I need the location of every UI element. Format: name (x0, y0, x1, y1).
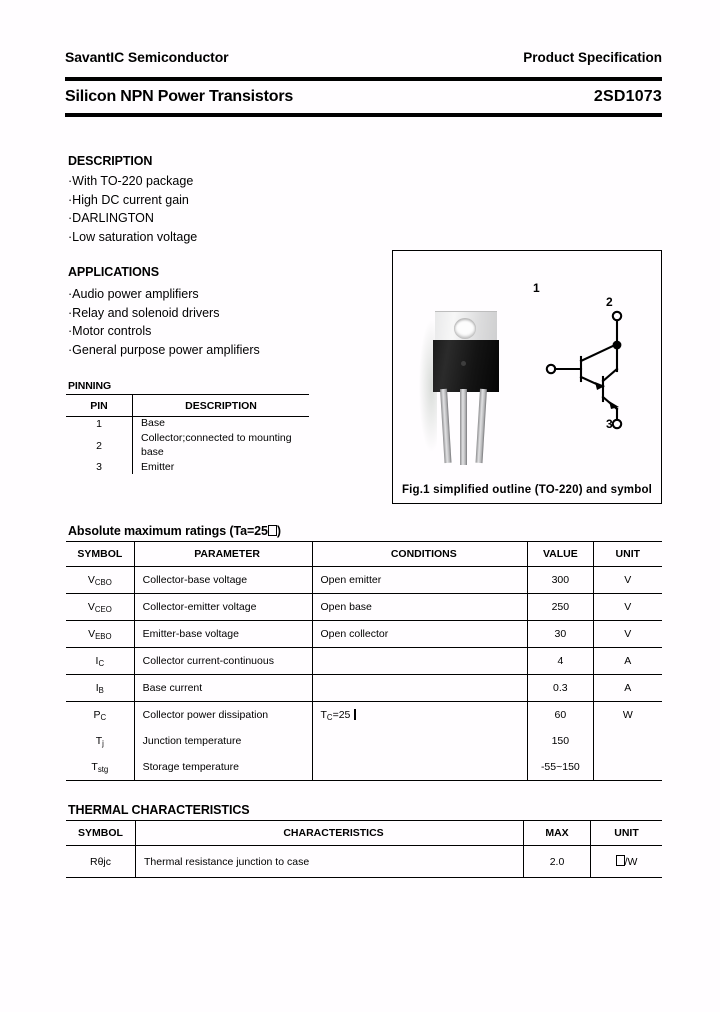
table-row (66, 846, 662, 878)
celsius-missing-glyph-icon (268, 525, 277, 536)
rating-symbol (66, 567, 134, 594)
table-row (66, 648, 662, 675)
table-row (66, 754, 662, 781)
symbol-subscript: EBO (95, 632, 112, 641)
symbol-pin-1-label: 1 (533, 281, 540, 295)
rating-symbol (66, 594, 134, 621)
symbol-base: T (91, 761, 98, 773)
pin-number: 1 (66, 417, 133, 431)
header-divider-top (65, 77, 662, 81)
symbol-base: V (87, 574, 95, 586)
rating-symbol (66, 675, 134, 702)
rating-conditions: Open emitter (312, 567, 528, 594)
symbol-base: V (88, 628, 96, 640)
rating-unit: A (593, 648, 662, 675)
table-row (66, 675, 662, 702)
rating-value: 300 (528, 567, 593, 594)
symbol-base: T (95, 735, 103, 747)
applications-list (68, 285, 260, 359)
rating-unit: V (593, 567, 662, 594)
q2-emitter-arrow (609, 401, 619, 409)
column-header-unit: UNIT (593, 542, 662, 567)
page-header (65, 49, 662, 65)
transistor-schematic (533, 281, 643, 451)
symbol-subscript: C (98, 659, 105, 668)
rating-parameter: Collector power dissipation (134, 702, 312, 729)
pin-number: 3 (66, 461, 133, 475)
rating-conditions (312, 702, 528, 729)
title-row (65, 88, 662, 106)
table-row (66, 461, 309, 475)
list-item: ·DARLINGTON (68, 211, 154, 225)
tc-subscript: C (326, 713, 333, 722)
rating-symbol (66, 728, 134, 754)
rating-unit (593, 728, 662, 754)
pin-number: 2 (66, 431, 133, 461)
rating-conditions (312, 728, 528, 754)
rating-conditions (312, 675, 528, 702)
page-title: Silicon NPN Power Transistors (65, 88, 294, 105)
symbol-base: I (95, 655, 99, 667)
rating-symbol (66, 648, 134, 675)
header-divider-bottom (65, 113, 662, 117)
rating-value: -55~150 (528, 754, 593, 781)
thermal-characteristics-table (66, 820, 662, 878)
symbol-subscript: C (100, 713, 107, 722)
symbol-subscript: CEO (94, 605, 112, 614)
symbol-pin-2-label: 2 (606, 295, 613, 309)
celsius-missing-glyph-icon (616, 855, 625, 866)
table-header-row (66, 821, 662, 846)
column-header-characteristics: CHARACTERISTICS (136, 821, 524, 846)
figure-box (392, 250, 662, 504)
symbol-base: P (93, 709, 101, 721)
symbol-subscript: j (102, 739, 104, 748)
document-type: Product Specification (523, 50, 662, 65)
rating-parameter: Collector current-continuous (134, 648, 312, 675)
figure-caption: Fig.1 simplified outline (TO-220) and symbol (401, 484, 653, 496)
rating-unit: W (622, 709, 633, 721)
tc-label: T (320, 709, 327, 721)
rating-conditions: Open collector (312, 621, 528, 648)
tc-value: =25 (332, 709, 351, 721)
rating-unit: V (593, 621, 662, 648)
list-item: ·Motor controls (68, 324, 152, 338)
rating-unit: V (593, 594, 662, 621)
abs-title-suffix: ) (276, 524, 281, 538)
rating-value: 60 (528, 702, 593, 729)
rating-parameter: Junction temperature (134, 728, 312, 754)
table-row (66, 728, 662, 754)
column-header-pin: PIN (66, 395, 133, 417)
package-lead (440, 389, 452, 463)
description-list (68, 172, 197, 246)
rating-unit (593, 754, 662, 781)
list-item: ·Relay and solenoid drivers (68, 305, 220, 320)
part-number: 2SD1073 (593, 88, 662, 105)
table-row (66, 594, 662, 621)
rating-value: 0.3 (528, 675, 593, 702)
table-row (66, 431, 309, 461)
pin-description: Collector;connected to mounting base (141, 432, 292, 458)
thermal-symbol: Rθjc (66, 846, 136, 878)
symbol-subscript: CBO (94, 578, 112, 587)
rating-parameter: Collector-emitter voltage (134, 594, 312, 621)
rating-conditions (312, 648, 528, 675)
table-row (66, 702, 662, 729)
symbol-base: V (87, 601, 95, 613)
list-item: ·General purpose power amplifiers (68, 342, 260, 357)
rating-value: 4 (528, 648, 593, 675)
unit-suffix: /W (624, 856, 638, 868)
rating-value: 30 (528, 621, 593, 648)
rating-unit: A (593, 675, 662, 702)
thermal-characteristics: Thermal resistance junction to case (136, 846, 524, 878)
table-header-row (66, 395, 309, 417)
list-item: ·Low saturation voltage (68, 229, 198, 244)
rating-parameter: Emitter-base voltage (134, 621, 312, 648)
rating-parameter: Base current (134, 675, 312, 702)
list-item: ·With TO-220 package (68, 174, 194, 188)
abs-title-text: Absolute maximum ratings (Ta=25 (68, 524, 268, 538)
pinning-table (66, 394, 309, 474)
thermal-max: 2.0 (524, 846, 591, 878)
package-lead (475, 389, 487, 463)
table-row (66, 621, 662, 648)
package-marking (461, 361, 466, 366)
list-item: ·Audio power amplifiers (68, 287, 199, 301)
celsius-missing-glyph-icon (354, 709, 355, 720)
pin-description: Emitter (141, 460, 175, 473)
mounting-hole (454, 318, 476, 339)
rating-conditions (312, 754, 528, 781)
symbol-base: I (95, 682, 99, 694)
rating-value: 150 (528, 728, 593, 754)
rating-value: 250 (528, 594, 593, 621)
rating-symbol (66, 621, 134, 648)
column-header-description: DESCRIPTION (133, 395, 310, 417)
table-row (66, 417, 309, 431)
package-body (433, 340, 499, 392)
to220-package-image (417, 303, 521, 465)
column-header-value: VALUE (528, 542, 593, 567)
symbol-subscript: B (98, 686, 104, 695)
column-header-unit: UNIT (591, 821, 663, 846)
company-name: SavantIC Semiconductor (65, 49, 229, 65)
rating-parameter: Storage temperature (134, 754, 312, 781)
absolute-max-ratings-title (68, 524, 281, 538)
description-heading: DESCRIPTION (68, 154, 153, 168)
package-lead (460, 389, 467, 465)
table-row (66, 567, 662, 594)
column-header-symbol: SYMBOL (66, 821, 136, 846)
symbol-subscript: stg (97, 765, 109, 774)
thermal-characteristics-title: THERMAL CHARACTERISTICS (68, 803, 250, 817)
column-header-conditions: CONDITIONS (312, 542, 528, 567)
rating-symbol (66, 702, 134, 729)
junction-dot (613, 341, 622, 350)
column-header-parameter: PARAMETER (134, 542, 312, 567)
list-item: ·High DC current gain (68, 192, 189, 207)
absolute-max-ratings-table (66, 541, 662, 781)
thermal-unit (591, 846, 663, 878)
rating-conditions: Open base (312, 594, 528, 621)
darlington-symbol (533, 281, 643, 451)
pinning-heading: PINNING (68, 380, 112, 392)
pin-description: Base (141, 417, 165, 429)
rating-parameter: Collector-base voltage (134, 567, 312, 594)
rating-symbol (66, 754, 134, 781)
table-header-row (66, 542, 662, 567)
column-header-max: MAX (524, 821, 591, 846)
column-header-symbol: SYMBOL (66, 542, 134, 567)
applications-heading: APPLICATIONS (68, 265, 159, 279)
symbol-pin-3-label: 3 (606, 417, 613, 431)
